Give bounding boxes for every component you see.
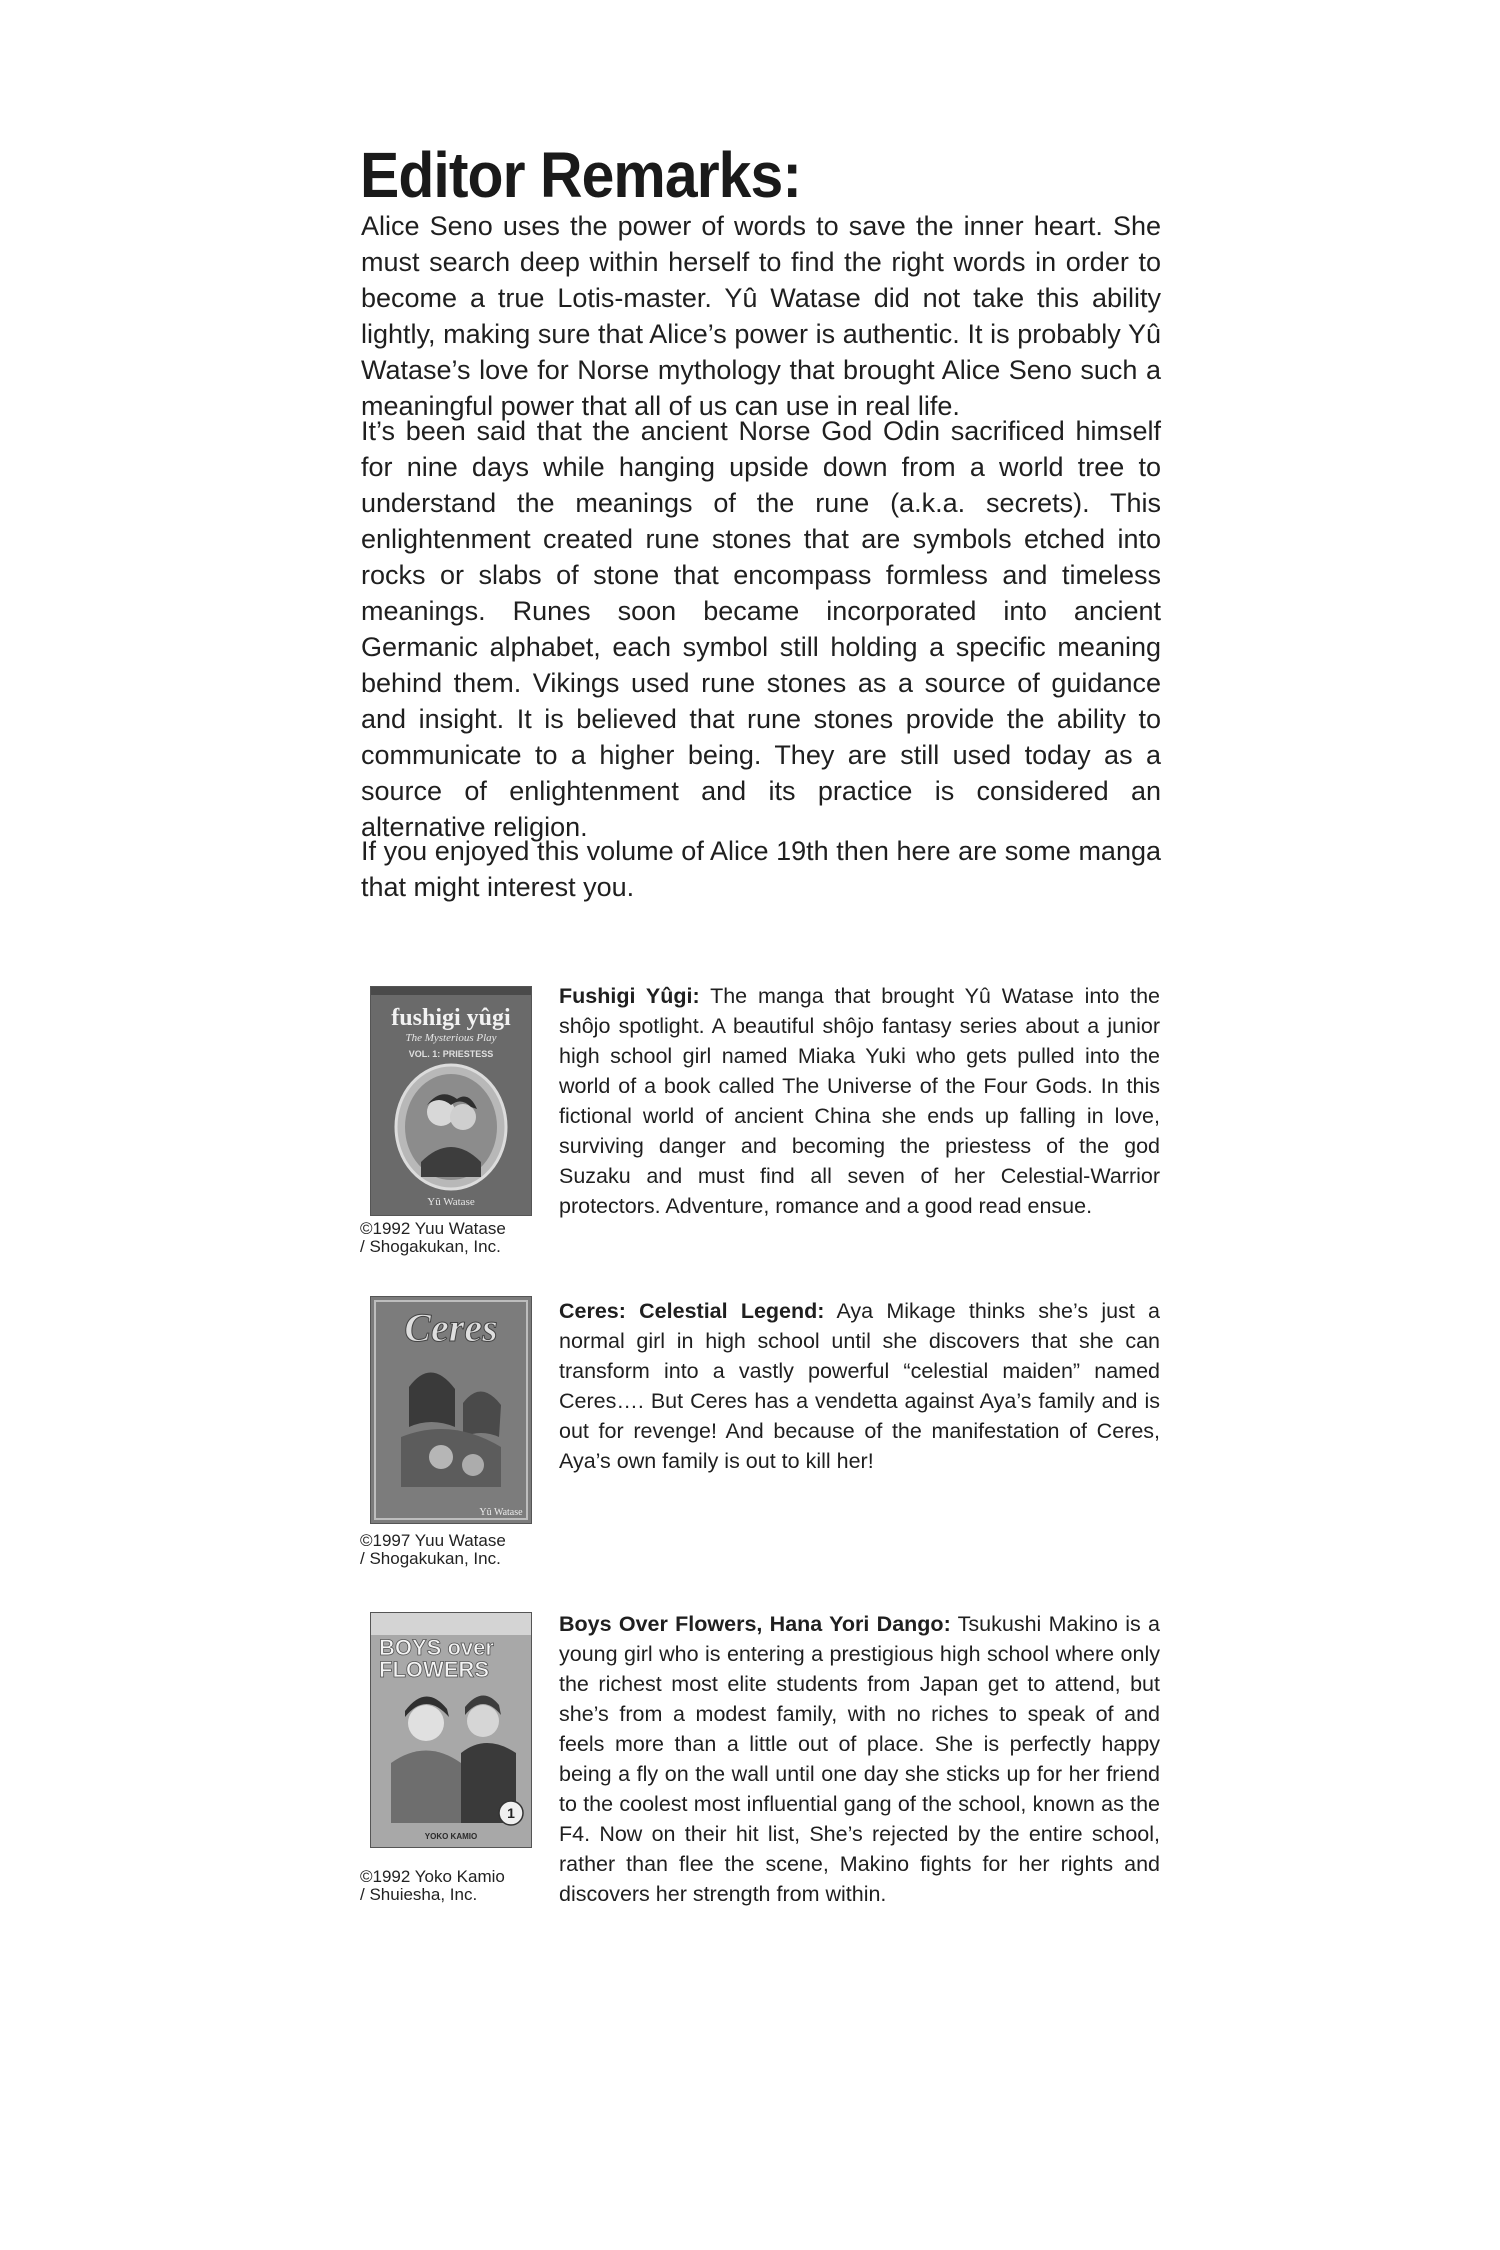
cover-art [371, 987, 531, 1215]
book-cover-boys-over-flowers [370, 1612, 532, 1848]
credit-line-1: ©1992 Yuu Watase [360, 1219, 506, 1238]
description-text: Tsukushi Makino is a young girl who is entering a prestigious high school where only the richest most elite students from Japan get to attend, but she’s from a modest family, with no riches to speak of and feels more than a little out of place. She is perfectly happy being a fly on the wall until one day she sticks up for her friend to the coolest most influential gang of the school, known as the F4. Now on their hit list, She’s rejected by the entire school, rather than flee the scene, Makino fights for her rights and discovers her strength from within. [559, 1612, 1160, 1906]
credit-line-2: / Shuiesha, Inc. [360, 1885, 478, 1904]
credit-line-2: / Shogakukan, Inc. [360, 1237, 501, 1256]
copyright-credit [360, 1220, 560, 1256]
cover-art [371, 1297, 531, 1523]
paragraph-text: Alice Seno uses the power of words to save the inner heart. She must search deep within herself to find the right words in order to become a true Lotis-master. Yû Watase did not take this ability lightly, making sure that Alice’s power is authentic. It is probably Yû Watase’s love for Norse mythology that brought Alice Seno such a meaningful power that all of us can use in real life. [361, 211, 1161, 421]
cover-series: Ceres [404, 1305, 498, 1350]
recommendation-title: Boys Over Flowers, Hana Yori Dango: [559, 1612, 951, 1636]
cover-author: Yû Watase [427, 1196, 475, 1208]
copyright-credit [360, 1532, 560, 1568]
editor-paragraph-1 [361, 208, 1161, 424]
recommendation-title: Fushigi Yûgi: [559, 984, 700, 1008]
description-text: Aya Mikage thinks she’s just a normal girl in high school until she discovers that she can transform into a vastly powerful “celestial maiden” named Ceres…. But Ceres has a vendetta against Aya’s family and is out for revenge! And because of the manifestation of Ceres, Aya’s own family is out to kill her! [559, 1299, 1160, 1473]
editor-paragraph-3 [361, 833, 1161, 905]
book-cover-ceres [370, 1296, 532, 1524]
page-title: Editor Remarks: [360, 139, 802, 211]
recommendation-description [559, 1296, 1160, 1476]
credit-line-1: ©1992 Yoko Kamio [360, 1867, 505, 1886]
cover-subtitle: The Mysterious Play [405, 1032, 497, 1044]
book-cover-fushigi-yugi [370, 986, 532, 1216]
cover-series-line-1: BOYS over [379, 1635, 494, 1660]
cover-series-line-2: FLOWERS [379, 1657, 489, 1682]
cover-author: YOKO KAMIO [424, 1832, 478, 1841]
cover-art [371, 1613, 531, 1847]
copyright-credit [360, 1868, 560, 1904]
cover-volume: 1 [507, 1805, 515, 1821]
description-text: The manga that brought Yû Watase into the shôjo spotlight. A beautiful shôjo fantasy series about a junior high school girl named Miaka Yuki who gets pulled into the world of a book called The Universe of the Four Gods. In this fictional world of ancient China she ends up falling in love, surviving danger and becoming the priestess of the god Suzaku and must find all seven of her Celestial-Warrior protectors. Adventure, romance and a good read ensue. [559, 984, 1161, 1218]
editor-paragraph-2 [361, 413, 1161, 845]
cover-series: fushigi yûgi [391, 1005, 511, 1031]
recommendation-title: Ceres: Celestial Legend: [559, 1299, 825, 1323]
credit-line-2: / Shogakukan, Inc. [360, 1549, 501, 1568]
recommendation-description [559, 981, 1160, 1221]
credit-line-1: ©1997 Yuu Watase [360, 1531, 506, 1550]
cover-author: Yû Watase [479, 1507, 523, 1518]
cover-volume: VOL. 1: PRIESTESS [408, 1049, 494, 1059]
recommendation-description [559, 1609, 1160, 1909]
paragraph-text: If you enjoyed this volume of Alice 19th then here are some manga that might interest you. [361, 836, 1161, 902]
paragraph-text: It’s been said that the ancient Norse God Odin sacrificed himself for nine days while hanging upside down from a world tree to understand the meanings of the rune (a.k.a. secrets). This enlightenment created rune stones that are symbols etched into rocks or slabs of stone that encompass formless and timeless meanings. Runes soon became incorporated into ancient Germanic alphabet, each symbol still holding a specific meaning behind them. Vikings used rune stones as a source of guidance and insight. It is believed that rune stones provide the ability to communicate to a higher being. They are still used today as a source of enlightenment and its practice is considered an alternative religion. [361, 416, 1161, 842]
